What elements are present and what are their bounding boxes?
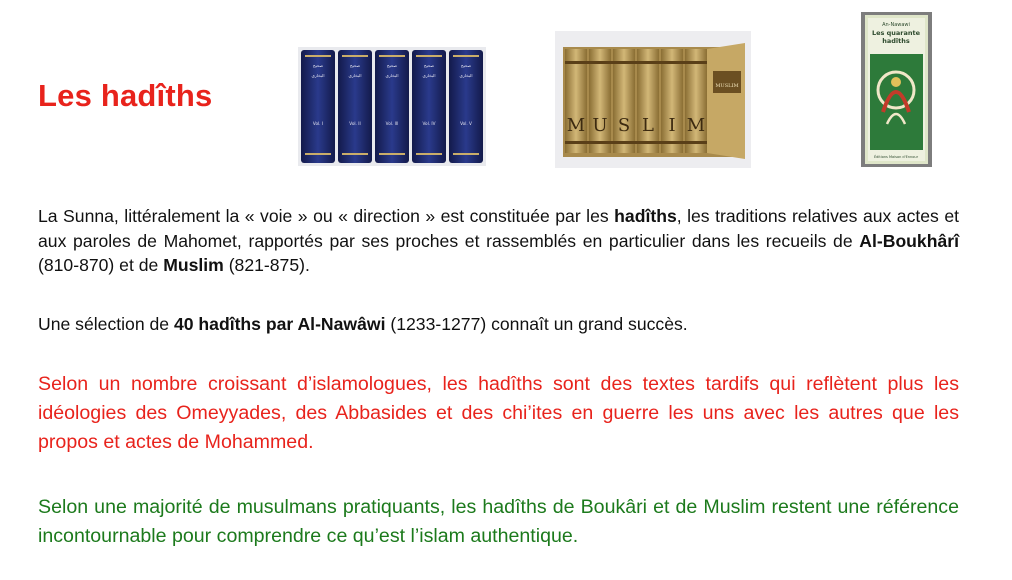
svg-text:البخاري: البخاري: [348, 73, 362, 78]
svg-text:MUSLIM: MUSLIM: [715, 83, 739, 89]
svg-text:I: I: [668, 115, 676, 136]
svg-text:البخاري: البخاري: [311, 73, 325, 78]
svg-text:An-Nawawi: An-Nawawi: [882, 22, 910, 28]
paragraph-sunna: [38, 204, 959, 278]
paragraph-islamologues: Selon un nombre croissant d’islamologues, les hadîths sont des textes tardifs qui reflètent plus les idéologies des Omeyyades, des Abbasides et des chi’ites en guerre les uns avec les autres que les propos et actes de Mohammed.: [38, 373, 959, 453]
text-run: (1233-1277) connaît un grand succès.: [385, 314, 688, 334]
paragraph-nawawi: [38, 312, 959, 337]
muslim-books-image: [555, 31, 751, 168]
bold-muslim: Muslim: [163, 255, 224, 275]
paragraph-musulmans: Selon une majorité de musulmans pratiquants, les hadîths de Boukâri et de Muslim restent une référence incontournable pour comprendre ce qu’est l’islam authentique.: [38, 496, 959, 547]
bold-40-hadiths: 40 hadîths par Al-Nawâwi: [173, 314, 386, 334]
svg-text:صحيح: صحيح: [460, 63, 472, 68]
svg-text:Vol. I: Vol. I: [312, 121, 324, 126]
svg-text:صحيح: صحيح: [312, 63, 324, 68]
text-run: La Sunna, littéralement la « voie » ou « direction » est constituée par les: [38, 206, 615, 226]
svg-text:M: M: [566, 115, 586, 136]
svg-text:Les quarante: Les quarante: [871, 29, 921, 37]
svg-text:hadîths: hadîths: [882, 37, 910, 45]
bold-hadiths: hadîths: [614, 206, 677, 226]
svg-text:البخاري: البخاري: [422, 73, 436, 78]
svg-text:البخاري: البخاري: [459, 73, 473, 78]
text-run: Une sélection de: [38, 314, 174, 334]
svg-text:U: U: [592, 115, 608, 136]
bukhari-books-image: [298, 47, 486, 166]
svg-text:L: L: [642, 115, 654, 136]
svg-text:Vol. V: Vol. V: [460, 121, 472, 126]
svg-text:Vol. III: Vol. III: [385, 121, 399, 126]
svg-text:M: M: [686, 115, 706, 136]
svg-text:صحيح: صحيح: [386, 63, 398, 68]
page-title: Les hadîths: [38, 78, 213, 113]
svg-text:Vol. IV: Vol. IV: [422, 121, 436, 126]
svg-text:البخاري: البخاري: [385, 73, 399, 78]
svg-text:Éditions Maison d'Ennour: Éditions Maison d'Ennour: [873, 155, 919, 159]
bold-al-boukhari: Al-Boukhârî: [859, 230, 959, 251]
svg-text:S: S: [617, 115, 631, 136]
nawawi-book-image: [861, 12, 932, 167]
svg-text:صحيح: صحيح: [349, 63, 361, 68]
text-run: (810-870) et de: [38, 255, 164, 275]
svg-text:صحيح: صحيح: [423, 63, 435, 68]
svg-text:Vol. II: Vol. II: [349, 121, 361, 126]
text-run: (821-875).: [223, 255, 310, 275]
text-run: , les traditions relatives aux actes et aux paroles de Mahomet, rapportés par ses proches et rassemblés en particulier dans les recueils de: [38, 206, 959, 251]
